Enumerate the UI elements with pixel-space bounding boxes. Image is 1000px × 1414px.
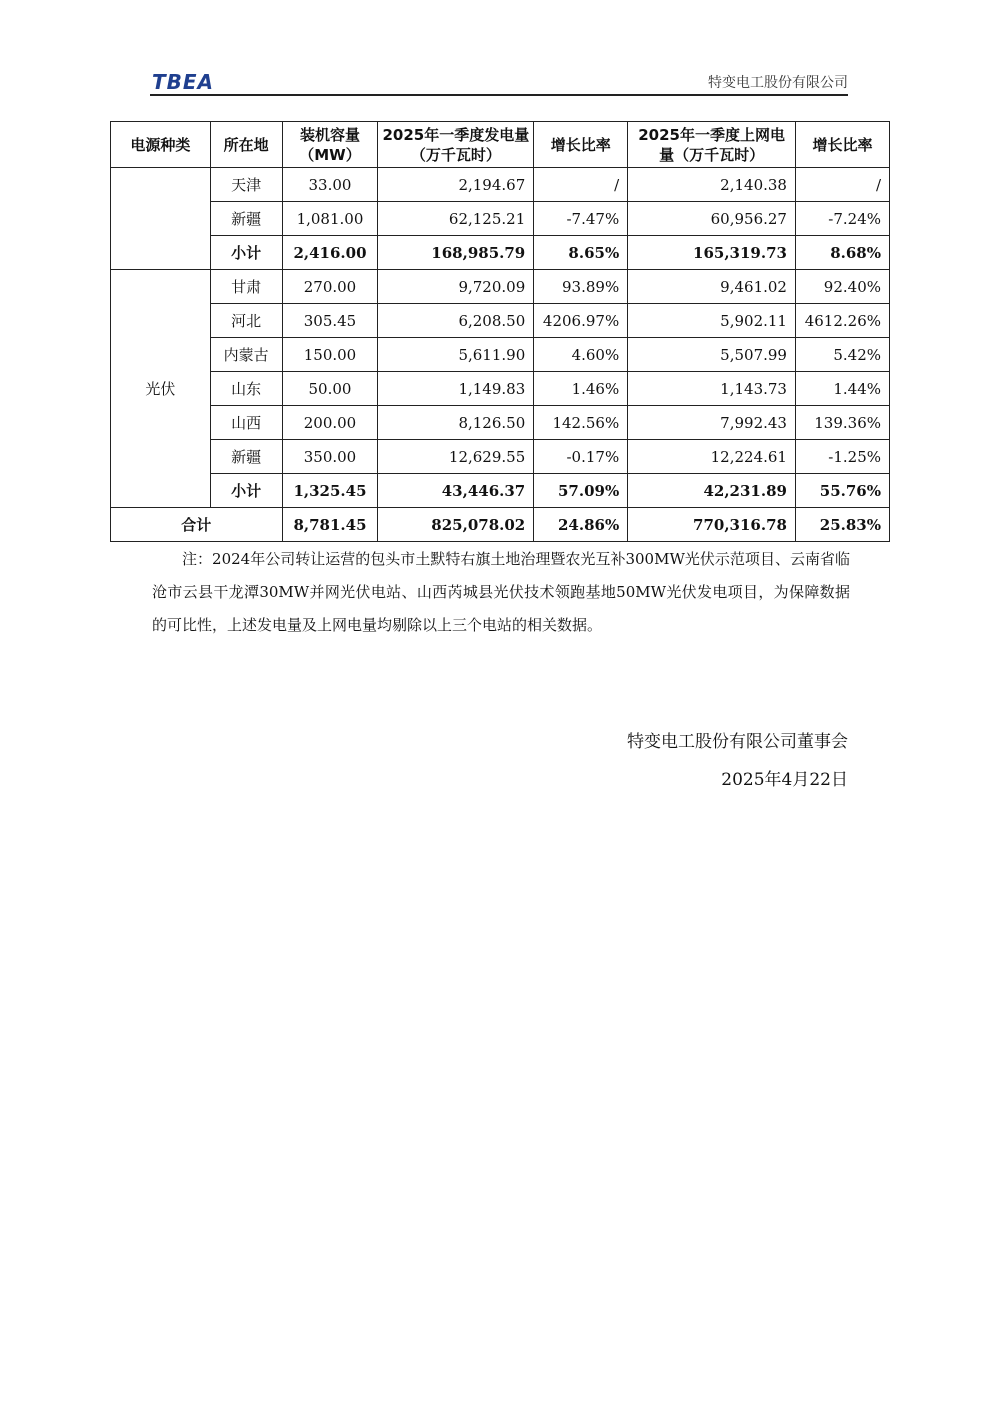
cell-grid: 9,461.02 (628, 270, 796, 304)
cell-generation: 8,126.50 (378, 406, 534, 440)
cell-growth: -7.24% (795, 202, 889, 236)
cell-capacity: 1,325.45 (282, 474, 378, 508)
header-generation: 2025年一季度发电量（万千瓦时） (378, 122, 534, 168)
signature-org: 特变电工股份有限公司董事会 (627, 732, 848, 752)
table-row (111, 406, 890, 440)
cell-growth: 1.46% (534, 372, 628, 406)
footnote: 注：2024年公司转让运营的包头市土默特右旗土地治理暨农光互补300MW光伏示范项目、云南省临沧市云县干龙潭30MW并网光伏电站、山西芮城县光伏技术领跑基地50MW光伏发电项目，为保障数据的可比性，上述发电量及上网电量均剔除以上三个电站的相关数据。 (152, 550, 850, 634)
cell-growth: 8.68% (795, 236, 889, 270)
cell-capacity: 33.00 (282, 168, 378, 202)
header-capacity: 装机容量（MW） (282, 122, 378, 168)
cell-location: 内蒙古 (210, 338, 282, 372)
cell-generation: 9,720.09 (378, 270, 534, 304)
header-grid: 2025年一季度上网电量（万千瓦时） (628, 122, 796, 168)
cell-growth: 55.76% (795, 474, 889, 508)
cell-capacity: 200.00 (282, 406, 378, 440)
cell-growth: 5.42% (795, 338, 889, 372)
subtotal-row (111, 474, 890, 508)
cell-grid: 165,319.73 (628, 236, 796, 270)
cell-generation: 6,208.50 (378, 304, 534, 338)
table-header-row (111, 122, 890, 168)
cell-growth: 93.89% (534, 270, 628, 304)
page-header (150, 66, 848, 96)
cell-generation: 5,611.90 (378, 338, 534, 372)
power-generation-table (110, 121, 890, 542)
table-row (111, 440, 890, 474)
cell-growth: 25.83% (795, 508, 889, 542)
cell-capacity: 8,781.45 (282, 508, 378, 542)
cell-growth: 4.60% (534, 338, 628, 372)
tbea-logo: TBEA (152, 70, 215, 94)
cell-growth: 142.56% (534, 406, 628, 440)
cell-growth: 24.86% (534, 508, 628, 542)
cell-growth: 1.44% (795, 372, 889, 406)
cell-capacity: 2,416.00 (282, 236, 378, 270)
cell-grid: 1,143.73 (628, 372, 796, 406)
cell-capacity: 305.45 (282, 304, 378, 338)
header-type: 电源种类 (111, 122, 211, 168)
signature-date: 2025年4月22日 (721, 770, 848, 790)
table-row (111, 372, 890, 406)
total-row (111, 508, 890, 542)
cell-grid: 60,956.27 (628, 202, 796, 236)
subtotal-row (111, 236, 890, 270)
cell-growth: 139.36% (795, 406, 889, 440)
cell-location: 河北 (210, 304, 282, 338)
cell-generation: 12,629.55 (378, 440, 534, 474)
header-location: 所在地 (210, 122, 282, 168)
cell-growth: -0.17% (534, 440, 628, 474)
cell-growth: 4206.97% (534, 304, 628, 338)
cell-location: 新疆 (210, 440, 282, 474)
cell-capacity: 1,081.00 (282, 202, 378, 236)
cell-grid: 2,140.38 (628, 168, 796, 202)
subtotal-label: 小计 (210, 236, 282, 270)
cell-grid: 42,231.89 (628, 474, 796, 508)
cell-grid: 5,507.99 (628, 338, 796, 372)
group1-type-cell (111, 168, 211, 270)
table-row (111, 168, 890, 202)
cell-growth: / (534, 168, 628, 202)
cell-generation: 1,149.83 (378, 372, 534, 406)
cell-generation: 62,125.21 (378, 202, 534, 236)
cell-capacity: 270.00 (282, 270, 378, 304)
header-growth-generation: 增长比率 (534, 122, 628, 168)
total-label: 合计 (111, 508, 283, 542)
cell-growth: -7.47% (534, 202, 628, 236)
cell-grid: 7,992.43 (628, 406, 796, 440)
table-row (111, 304, 890, 338)
cell-generation: 2,194.67 (378, 168, 534, 202)
cell-location: 山西 (210, 406, 282, 440)
cell-grid: 12,224.61 (628, 440, 796, 474)
cell-location: 新疆 (210, 202, 282, 236)
group2-type-cell: 光伏 (111, 270, 211, 508)
cell-generation: 168,985.79 (378, 236, 534, 270)
subtotal-label: 小计 (210, 474, 282, 508)
cell-location: 天津 (210, 168, 282, 202)
cell-location: 甘肃 (210, 270, 282, 304)
header-company-name: 特变电工股份有限公司 (708, 75, 848, 91)
cell-grid: 5,902.11 (628, 304, 796, 338)
cell-location: 山东 (210, 372, 282, 406)
cell-growth: 4612.26% (795, 304, 889, 338)
cell-growth: 8.65% (534, 236, 628, 270)
table-row (111, 270, 890, 304)
cell-generation: 43,446.37 (378, 474, 534, 508)
table-row (111, 202, 890, 236)
cell-growth: -1.25% (795, 440, 889, 474)
cell-capacity: 350.00 (282, 440, 378, 474)
cell-growth: / (795, 168, 889, 202)
cell-capacity: 150.00 (282, 338, 378, 372)
table-row (111, 338, 890, 372)
cell-growth: 57.09% (534, 474, 628, 508)
cell-generation: 825,078.02 (378, 508, 534, 542)
cell-grid: 770,316.78 (628, 508, 796, 542)
header-growth-grid: 增长比率 (795, 122, 889, 168)
cell-growth: 92.40% (795, 270, 889, 304)
cell-capacity: 50.00 (282, 372, 378, 406)
